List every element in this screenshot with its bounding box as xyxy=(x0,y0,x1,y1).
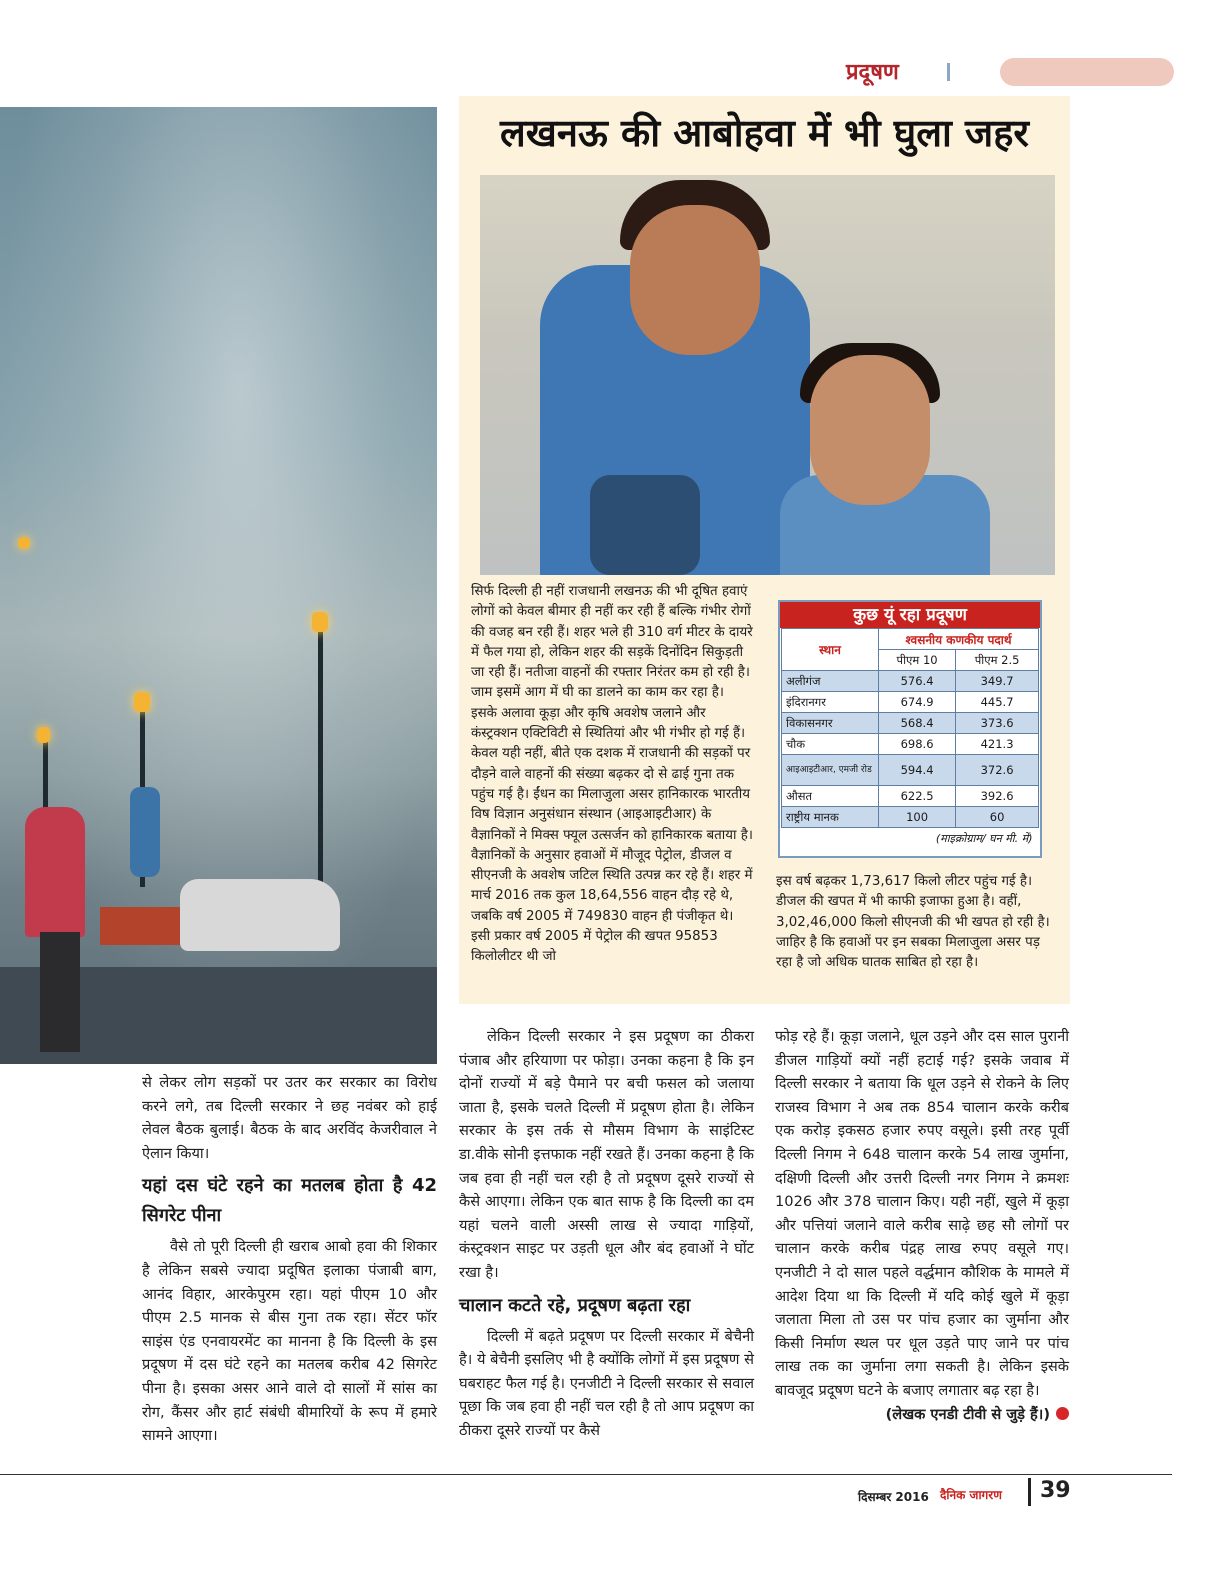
footer-separator xyxy=(1028,1478,1031,1506)
table-cell-pm25: 373.6 xyxy=(956,713,1039,734)
table-row xyxy=(782,734,1039,755)
table-cell-pm10: 622.5 xyxy=(879,786,956,807)
table-cell-pm25: 60 xyxy=(956,807,1039,828)
table-header-location: स्थान xyxy=(782,629,879,671)
article-column-1 xyxy=(142,1071,437,1448)
table-row xyxy=(782,807,1039,828)
table-cell-place: राष्ट्रीय मानक xyxy=(782,807,879,828)
table-unit-note: (माइक्रोग्राम/ घन मी. में) xyxy=(782,828,1039,849)
woman-child-mask-photo xyxy=(480,175,1055,575)
table-header-pm25: पीएम 2.5 xyxy=(956,650,1039,671)
pollution-table xyxy=(781,628,1039,848)
author-byline: (लेखक एनडी टीवी से जुड़े हैं।) xyxy=(885,1405,1050,1423)
table-cell-pm25: 349.7 xyxy=(956,671,1039,692)
article-column-2 xyxy=(459,1025,754,1443)
table-cell-pm25: 392.6 xyxy=(956,786,1039,807)
table-row xyxy=(782,692,1039,713)
feature-body-text-continued: इस वर्ष बढ़कर 1,73,617 किलो लीटर पहुंच गई है। डीजल की खपत में भी काफी इजाफा हुआ है। वहीं, 3,02,46,000 किलो सीएनजी की भी खपत हो रही है। जाहिर है कि हवाओं पर इन सबका मिलाजुला असर पड़ रहा है जो अधिक घातक साबित हो रहा है। xyxy=(776,874,1050,971)
table-row xyxy=(782,786,1039,807)
table-row xyxy=(782,713,1039,734)
footer-brand-logo: दैनिक जागरण xyxy=(940,1488,1002,1502)
table-row xyxy=(782,755,1039,786)
paragraph: वैसे तो पूरी दिल्ली ही खराब आबो हवा की शिकार है लेकिन सबसे ज्यादा प्रदूषित इलाका पंजाबी बाग, आनंद विहार, आरकेपुरम रहा। यहां पीएम 10 और पीएम 2.5 मानक से बीस गुना तक रहा। सेंटर फॉर साइंस एंड एनवायरमेंट का मानना है कि दिल्ली के इस प्रदूषण में दस घंटे रहने का मतलब करीब 42 सिगरेट पीना है। इसका असर आने वाले दो सालों में सांस का रोग, कैंसर और हार्ट संबंधी बीमारियों के रूप में हमारे सामने आएगा। xyxy=(142,1238,437,1445)
table-cell-pm25: 372.6 xyxy=(956,755,1039,786)
table-cell-pm25: 421.3 xyxy=(956,734,1039,755)
table-cell-place: औसत xyxy=(782,786,879,807)
header-decoration-pill xyxy=(1000,58,1174,86)
table-cell-pm10: 594.4 xyxy=(879,755,956,786)
table-cell-pm25: 445.7 xyxy=(956,692,1039,713)
foggy-street-photo xyxy=(0,107,437,1064)
table-cell-pm10: 568.4 xyxy=(879,713,956,734)
feature-title: लखनऊ की आबोहवा में भी घुला जहर xyxy=(500,111,1029,155)
pollution-table-title: कुछ यूं रहा प्रदूषण xyxy=(780,602,1040,628)
footer-rule xyxy=(0,1474,1172,1475)
table-cell-pm10: 576.4 xyxy=(879,671,956,692)
subheading: यहां दस घंटे रहने का मतलब होता है 42 सिगरेट पीना xyxy=(142,1175,437,1227)
paragraph: फोड़ रहे हैं। कूड़ा जलाने, धूल उड़ने और दस साल पुरानी डीजल गाड़ियों क्यों नहीं हटाई गई? इसके जवाब में दिल्ली सरकार ने बताया कि धूल उड़ने से रोकने के लिए राजस्व विभाग ने अब तक 854 चालान करके करीब एक करोड़ इकसठ हजार रुपए वसूले। इसी तरह पूर्वी दिल्ली निगम ने 648 चालान करके 54 लाख जुर्माना, दक्षिणी दिल्ली और उत्तरी दिल्ली नगर निगम ने क्रमशः 1026 और 378 चालान किए। यही नहीं, खुले में कूड़ा और पत्तियां जलाने वाले करीब साढ़े छह सौ लोगों पर चालान करके करीब पंद्रह लाख रुपए वसूले गए। एनजीटी ने दो साल पहले वर्द्धमान कौशिक के मामले में आदेश दिया था कि दिल्ली में यदि कोई खुले में कूड़ा जलाता मिला तो उस पर पांच हजार का जुर्माना और किसी निर्माण स्थल पर धूल उड़ते पाए जाने पर पांच लाख तक का जुर्माना लगा सकती है। लेकिन इसके बावजूद प्रदूषण घटने के बजाए लगातार बढ़ रहा है। xyxy=(775,1028,1069,1399)
table-cell-pm10: 100 xyxy=(879,807,956,828)
page-number: 39 xyxy=(1040,1478,1071,1503)
table-cell-pm10: 698.6 xyxy=(879,734,956,755)
paragraph: दिल्ली में बढ़ते प्रदूषण पर दिल्ली सरकार में बेचैनी है। ये बेचैनी इसलिए भी है क्योंकि लोगों में इस प्रदूषण से घबराहट फैल गई है। एनजीटी ने दिल्ली सरकार से सवाल पूछा कि जब हवा ही नहीं चल रही है तो आप प्रदूषण का ठीकरा दूसरे राज्यों पर कैसे xyxy=(459,1327,754,1439)
paragraph: से लेकर लोग सड़कों पर उतर कर सरकार का विरोध करने लगे, तब दिल्ली सरकार ने छह नवंबर को हाई लेवल बैठक बुलाई। बैठक के बाद अरविंद केजरीवाल ने ऐलान किया। xyxy=(142,1074,437,1162)
article-column-3 xyxy=(775,1025,1069,1426)
header-divider xyxy=(947,63,950,81)
footer-date: दिसम्बर 2016 xyxy=(858,1490,929,1504)
table-cell-place: विकासनगर xyxy=(782,713,879,734)
paragraph: लेकिन दिल्ली सरकार ने इस प्रदूषण का ठीकरा पंजाब और हरियाणा पर फोड़ा। उनका कहना है कि इन दोनों राज्यों में बड़े पैमाने पर बची फसल को जलाया जाता है, इसके चलते दिल्ली में प्रदूषण होता है। लेकिन सरकार के इस तर्क से मौसम विभाग के साइंटिस्ट डा.वीके सोनी इत्तफाक नहीं रखते हैं। उनका कहना है कि जब हवा ही नहीं चल रही है तो प्रदूषण दूसरे राज्यों से कैसे आएगा। लेकिन एक बात साफ है कि दिल्ली का दम यहां चलने वाली अस्सी लाख से ज्यादा गाड़ियों, कंस्ट्रक्शन साइट पर उड़ती धूल और बंद हवाओं ने घोंट रखा है। xyxy=(459,1028,754,1281)
table-cell-place: चौक xyxy=(782,734,879,755)
table-header-group: श्वसनीय कणकीय पदार्थ xyxy=(879,629,1039,650)
author-byline-row xyxy=(775,1403,1069,1427)
table-cell-place: आइआइटीआर, एमजी रोड xyxy=(782,755,879,786)
table-cell-place: इंदिरानगर xyxy=(782,692,879,713)
subheading: चालान कटते रहे, प्रदूषण बढ़ता रहा xyxy=(459,1294,691,1316)
table-cell-pm10: 674.9 xyxy=(879,692,956,713)
table-row xyxy=(782,671,1039,692)
table-header-pm10: पीएम 10 xyxy=(879,650,956,671)
end-mark-dot-icon xyxy=(1056,1407,1069,1420)
section-label: प्रदूषण xyxy=(846,60,899,85)
table-cell-place: अलीगंज xyxy=(782,671,879,692)
feature-body-text: सिर्फ दिल्ली ही नहीं राजधानी लखनऊ की भी दूषित हवाएं लोगों को केवल बीमार ही नहीं कर रही हैं बल्कि गंभीर रोगों की वजह बन रही हैं। शहर भले ही 310 वर्ग मीटर के दायरे में फैल गया हो, लेकिन शहर की सड़कें दिनोंदिन सिकुड़ती जा रही हैं। नतीजा वाहनों की रफ्तार निरंतर कम हो रही है। जाम इसमें आग में घी का डालने का काम कर रहा है। इसके अलावा कूड़ा और कृषि अवशेष जलाने और कंस्ट्रक्शन एक्टिविटी से स्थितियां और भी गंभीर हो गई हैं। केवल यही नहीं, बीते एक दशक में राजधानी की सड़कों पर दौड़ने वाले वाहनों की संख्या बढ़कर दो से ढाई गुना तक पहुंच गई है। ईंधन का मिलाजुला असर हानिकारक भारतीय विष विज्ञान अनुसंधान संस्थान (आइआइटीआर) के वैज्ञानिकों ने मिक्स फ्यूल उत्सर्जन को हानिकारक बताया है। वैज्ञानिकों के अनुसार हवाओं में मौजूद पेट्रोल, डीजल व सीएनजी के अवशेष जटिल स्थिति उत्पन्न कर रहे हैं। शहर में मार्च 2016 तक कुल 18,64,556 वाहन दौड़ रहे थे, जबकि वर्ष 2005 में 749830 वाहन ही पंजीकृत थे। इसी प्रकार वर्ष 2005 में पेट्रोल की खपत 95853 किलोलीटर थी जो xyxy=(471,584,753,965)
